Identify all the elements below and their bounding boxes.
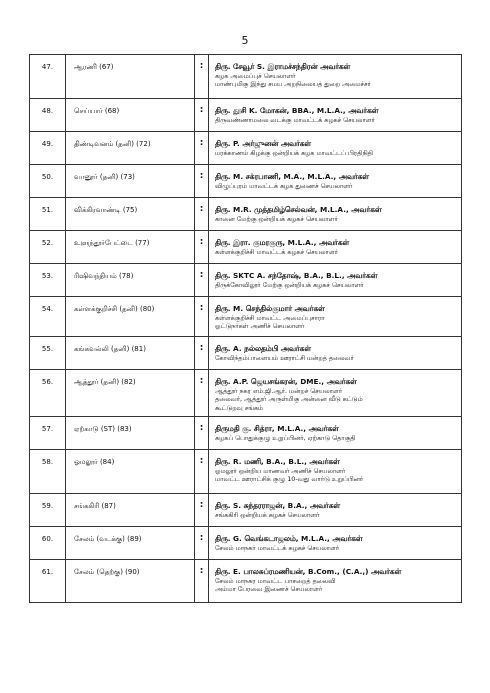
candidate-post: கோவிந்தம்பாளையம் ஊராட்சி மன்றத் தலைவர்: [215, 353, 354, 362]
serial-number: 60.: [30, 527, 66, 560]
candidate-details: [209, 560, 462, 603]
candidate-post: திருவண்ணாமலை வடக்கு மாவட்டக் கழகச் செயலாளர்: [215, 115, 375, 124]
candidate-name: திரு. G. வெங்கடாஜலம், M.L.A., அவர்கள்: [215, 534, 363, 544]
candidate-post: சங்ககிரி ஒன்றியக் கழகச் செயலாளர்: [215, 510, 320, 519]
candidate-details: [209, 494, 462, 527]
table-row: [30, 527, 462, 560]
candidate-details: [209, 99, 462, 132]
candidate-details: [209, 132, 462, 165]
constituency-name: செய்யார் (68): [66, 99, 195, 132]
table-row: [30, 494, 462, 527]
serial-number: 58.: [30, 450, 66, 494]
constituency-name: ஏற்காடு (ST) (83): [66, 417, 195, 450]
serial-number: 59.: [30, 494, 66, 527]
constituency-name: விக்கிரவாண்டி (75): [66, 198, 195, 231]
separator-colon: :: [195, 165, 209, 198]
candidate-name: திரு. E. பாலசுப்ரமணியன், B.Com., (C.A.,) அவர்கள்: [215, 567, 402, 577]
candidate-post: மாவட்ட ஊராட்சிக் குழு 10-வது வார்டு உறுப்பினர்: [215, 475, 364, 484]
serial-number: 54.: [30, 297, 66, 337]
table-row: [30, 165, 462, 198]
candidate-post: திருக்கோவிலூர் மேற்கு ஒன்றியக் கழகச் செயலாளர்: [215, 280, 364, 289]
candidate-details: [209, 337, 462, 370]
candidate-post: கள்ளக்குறிச்சி மாவட்ட அமைப்புசாரா: [215, 313, 325, 322]
candidate-details: [209, 264, 462, 297]
candidate-post: கூட்டுறவு சங்கம்: [215, 403, 264, 412]
candidate-post: அம்மா பேரவை இணைச் செயலாளர்: [215, 585, 323, 594]
constituency-name: உளுந்தூர்பேட்டை (77): [66, 231, 195, 264]
table-row: [30, 370, 462, 417]
separator-colon: :: [195, 99, 209, 132]
table-row: [30, 264, 462, 297]
candidate-name: திரு. A. நல்லதம்பி அவர்கள்: [215, 344, 311, 353]
candidate-post: கானை மேற்கு ஒன்றியக் கழகச் செயலாளர்: [215, 214, 338, 223]
constituency-name: சேலம் (வடக்கு) (89): [66, 527, 195, 560]
serial-number: 49.: [30, 132, 66, 165]
separator-colon: :: [195, 198, 209, 231]
constituency-name: கங்கவல்லி (தனி) (81): [66, 337, 195, 370]
candidate-name: திரு. R. மணி, B.A., B.L., அவர்கள்: [215, 457, 340, 467]
constituency-name: கள்ளக்குறிச்சி (தனி) (80): [66, 297, 195, 337]
candidate-post: தலைவர், ஆத்தூர் அருள்மிகு அன்னை வீடு கட்டும்: [215, 395, 363, 404]
separator-colon: :: [195, 337, 209, 370]
candidate-details: [209, 55, 462, 99]
serial-number: 51.: [30, 198, 66, 231]
candidate-name: திரு. S. சுந்தரராஜன், B.A., அவர்கள்: [215, 501, 340, 511]
serial-number: 52.: [30, 231, 66, 264]
separator-colon: :: [195, 527, 209, 560]
table-row: [30, 417, 462, 450]
candidate-post: சேலம் மாநகர் மாவட்டக் கழகச் செயலாளர்: [215, 543, 340, 552]
candidate-name: திரு. A.P. ஜெயசங்கரன், DME., அவர்கள்: [215, 377, 357, 386]
table-row: [30, 560, 462, 603]
separator-colon: :: [195, 560, 209, 603]
serial-number: 56.: [30, 370, 66, 417]
candidate-name: திரு. M. சக்ரபாணி, M.A., M.L.A., அவர்கள்: [215, 172, 369, 181]
candidate-post: ஓமலூர் ஒன்றிய மாணவர் அணிச் செயலாளர்: [215, 466, 346, 475]
candidate-name: திரு. M.R. முத்தமிழ்செல்வன், M.L.A., அவர்கள்: [215, 205, 382, 214]
table-row: [30, 450, 462, 494]
candidate-details: [209, 417, 462, 450]
candidate-post: விழுப்புரம் மாவட்டக் கழக துணைச் செயலாளர்: [215, 181, 353, 190]
table-row: [30, 198, 462, 231]
constituency-name: ஆத்தூர் (தனி) (82): [66, 370, 195, 417]
candidate-details: [209, 450, 462, 494]
serial-number: 55.: [30, 337, 66, 370]
separator-colon: :: [195, 132, 209, 165]
candidate-post: கழகப் பொதுக்குழு உறுப்பினர், ஏற்காடு தொகுதி: [215, 433, 356, 442]
candidate-details: [209, 198, 462, 231]
separator-colon: :: [195, 450, 209, 494]
candidate-post: ஓட்டுநர்கள் அணிச் செயலாளர்: [215, 322, 305, 331]
serial-number: 53.: [30, 264, 66, 297]
constituency-table: [29, 54, 462, 603]
candidate-details: [209, 297, 462, 337]
serial-number: 50.: [30, 165, 66, 198]
table-row: [30, 132, 462, 165]
separator-colon: :: [195, 231, 209, 264]
candidate-name: திரு. இரா. குமரகுரு, M.L.A., அவர்கள்: [215, 238, 350, 247]
page-number: 5: [241, 34, 249, 47]
constituency-name: ஆரணி (67): [66, 55, 195, 99]
constituency-name: சேலம் (தெற்கு) (90): [66, 560, 195, 603]
separator-colon: :: [195, 417, 209, 450]
candidate-post: ஆத்தூர் நகர எம்.ஜி.ஆர். மன்றச் செயலாளர்: [215, 386, 343, 395]
candidate-name: திரு. தூசி K. மோகன், BBA., M.L.A., அவர்கள்: [215, 106, 379, 115]
separator-colon: :: [195, 370, 209, 417]
candidate-post: சேலம் மாநகர மாவட்ட பாசறைத் தலைவி: [215, 576, 336, 585]
candidate-details: [209, 527, 462, 560]
candidate-post: கள்ளக்குறிச்சி மாவட்டக் கழகச் செயலாளர்: [215, 247, 338, 256]
table-row: [30, 231, 462, 264]
serial-number: 47.: [30, 55, 66, 99]
candidate-details: [209, 370, 462, 417]
candidate-name: திருமதி கு. சித்ரா, M.L.A., அவர்கள்: [215, 424, 339, 434]
candidate-name: திரு. M. செந்தில்குமார் அவர்கள்: [215, 304, 325, 313]
candidate-post: மரக்காணம் கிழக்கு ஒன்றியக் கழக மாவட்டப் பிரதிநிதி: [215, 148, 373, 157]
serial-number: 48.: [30, 99, 66, 132]
constituency-name: வானூர் (தனி) (73): [66, 165, 195, 198]
candidate-details: [209, 231, 462, 264]
table-row: [30, 99, 462, 132]
table-row: [30, 297, 462, 337]
constituency-name: ரிஷிவந்தியம் (78): [66, 264, 195, 297]
candidate-name: திரு. P. அர்ஜுனன் அவர்கள்: [215, 139, 312, 148]
serial-number: 57.: [30, 417, 66, 450]
candidate-post: மாண்புமிகு இந்து சமய அறநிலையத் துறை அமைச்சர்: [215, 80, 371, 89]
separator-colon: :: [195, 494, 209, 527]
separator-colon: :: [195, 55, 209, 99]
table-row: [30, 337, 462, 370]
separator-colon: :: [195, 264, 209, 297]
constituency-name: சங்ககிரி (87): [66, 494, 195, 527]
constituency-name: திண்டிவனம் (தனி) (72): [66, 132, 195, 165]
serial-number: 61.: [30, 560, 66, 603]
candidate-name: திரு. சேவூர் S. இராமச்சந்திரன் அவர்கள்: [215, 62, 351, 71]
candidate-details: [209, 165, 462, 198]
table-row: [30, 55, 462, 99]
separator-colon: :: [195, 297, 209, 337]
candidate-post: கழக அமைப்புச் செயலாளர்: [215, 71, 296, 80]
constituency-name: ஓமலூர் (84): [66, 450, 195, 494]
candidate-name: திரு. SKTC A. சந்தோஷ், B.A., B.L., அவர்கள்: [215, 271, 378, 280]
